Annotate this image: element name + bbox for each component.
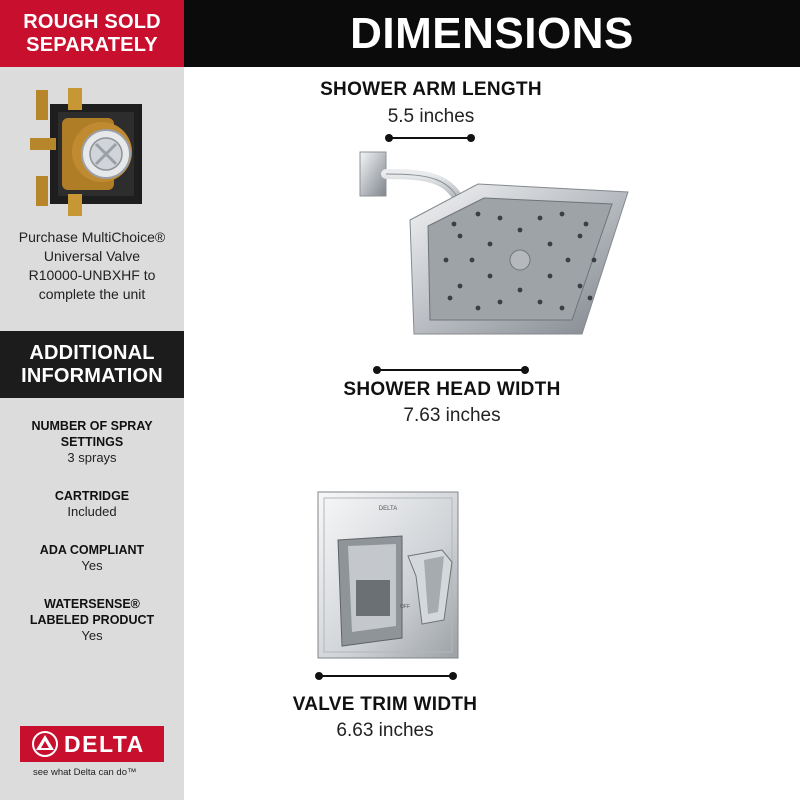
shower-arm-length-label: SHOWER ARM LENGTH	[320, 79, 542, 100]
trim-brand-mark: DELTA	[378, 506, 398, 512]
spec-label: CARTRIDGE	[54, 489, 130, 503]
shower-arm-dimension-line	[388, 137, 472, 139]
valve-trim-image	[312, 486, 470, 664]
shower-head-width-value: 7.63 inches	[403, 405, 501, 426]
delta-logo	[20, 726, 164, 762]
spec-label: NUMBER OF SPRAY SETTINGS	[31, 419, 153, 449]
spec-spray-settings	[0, 418, 184, 466]
page-title: DIMENSIONS	[350, 8, 634, 58]
spec-label: WATERSENSE® LABELED PRODUCT	[29, 597, 155, 627]
purchase-valve-note: Purchase MultiChoice® Universal Valve R10000-UNBXHF to complete the unit	[18, 229, 166, 302]
rough-sold-separately-title: ROUGH SOLD SEPARATELY	[23, 10, 161, 56]
spec-cartridge	[0, 488, 184, 520]
handle-off-mark: OFF	[400, 604, 410, 610]
valve-trim-width-value: 6.63 inches	[336, 720, 434, 741]
spec-value: Yes	[81, 558, 103, 573]
shower-head-dimension-line	[376, 369, 526, 371]
spec-value: Yes	[81, 628, 103, 643]
valve-trim-width-label: VALVE TRIM WIDTH	[292, 694, 478, 715]
rough-valve-image	[28, 82, 156, 222]
shower-head-width-label: SHOWER HEAD WIDTH	[343, 379, 561, 400]
additional-information-title: ADDITIONAL INFORMATION	[21, 341, 163, 387]
valve-trim-dimension-line	[318, 675, 454, 677]
brand-tagline: see what Delta can do™	[33, 767, 137, 778]
sidebar	[0, 0, 184, 800]
spec-ada-compliant	[0, 542, 184, 574]
spec-value: Included	[67, 504, 117, 519]
shower-arm-length-value: 5.5 inches	[387, 106, 475, 127]
shower-head-image	[350, 148, 630, 348]
dimensions-header	[184, 0, 800, 67]
delta-brand-name: DELTA	[64, 730, 145, 757]
delta-logo-icon	[32, 731, 58, 757]
rough-sold-separately-banner	[0, 0, 184, 67]
spec-label: ADA COMPLIANT	[39, 543, 145, 557]
spec-watersense	[0, 596, 184, 644]
spec-value: 3 sprays	[67, 450, 117, 465]
additional-information-banner	[0, 331, 184, 398]
